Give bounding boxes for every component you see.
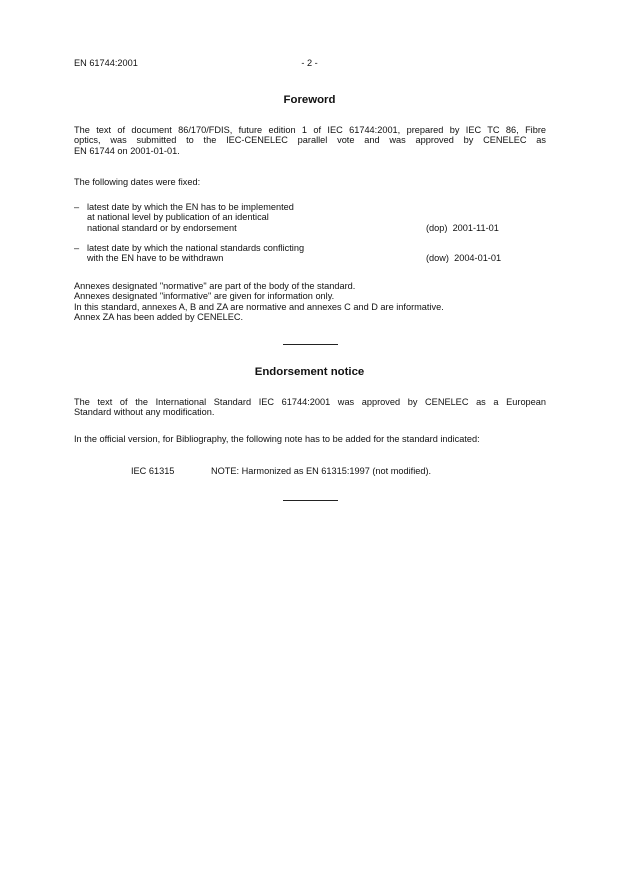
dates-intro: The following dates were fixed: [74,177,201,187]
annex-paragraph [74,281,554,323]
note-standard: IEC 61315 [131,466,175,476]
date-item-dow [74,243,514,265]
header-document-id: EN 61744:2001 [74,58,138,68]
date-item-dop [74,202,514,234]
annex-line-3: In this standard, annexes A, B and ZA are normative and annexes C and D are informative. [74,301,444,312]
endorsement-line-1: The text of the International Standard IEC 61744:2001 was approved by CENELEC as a European [74,397,546,407]
date-item-line: with the EN have to be withdrawn [87,253,224,264]
date-item-line: latest date by which the EN has to be implemented [87,202,294,212]
foreword-paragraph [74,125,546,156]
endorsement-heading: Endorsement notice [254,366,365,378]
annex-line-4: Annex ZA has been added by CENELEC. [74,312,244,323]
date-value: 2004-01-01 [454,253,502,264]
date-item-line: national standard or by endorsement [87,222,237,233]
foreword-line-2: optics, was submitted to the IEC-CENELEC parallel vote and was approved by CENELEC as [74,135,546,146]
end-divider [283,500,338,501]
date-code: (dop) [426,222,448,233]
date-code: (dow) [426,253,449,264]
date-item-text [87,202,417,233]
section-divider [283,344,338,345]
date-item-text [87,243,417,264]
bibliography-intro: In the official version, for Bibliography, the following note has to be added for the standard indicated: [74,434,480,444]
date-item-value [426,223,499,233]
endorsement-paragraph [74,397,546,418]
annex-line-1: Annexes designated "normative" are part of the body of the standard. [74,281,356,291]
annex-line-2: Annexes designated "informative" are given for information only. [74,291,335,302]
date-item-line: latest date by which the national standards conflicting [87,243,305,253]
foreword-line-3: EN 61744 on 2001-01-01. [74,145,180,156]
foreword-heading: Foreword [283,94,336,106]
header-page-number: - 2 - [301,58,318,68]
foreword-line-1: The text of document 86/170/FDIS, future edition 1 of IEC 61744:2001, prepared by IEC TC 86, Fibre [74,125,546,135]
date-item-line: at national level by publication of an identical [87,212,269,223]
dash-bullet: – [74,202,80,212]
note-text: NOTE: Harmonized as EN 61315:1997 (not modified). [211,466,432,476]
endorsement-line-2: Standard without any modification. [74,407,215,418]
date-item-value [426,253,501,263]
dash-bullet: – [74,243,80,253]
date-value: 2001-11-01 [452,222,499,233]
